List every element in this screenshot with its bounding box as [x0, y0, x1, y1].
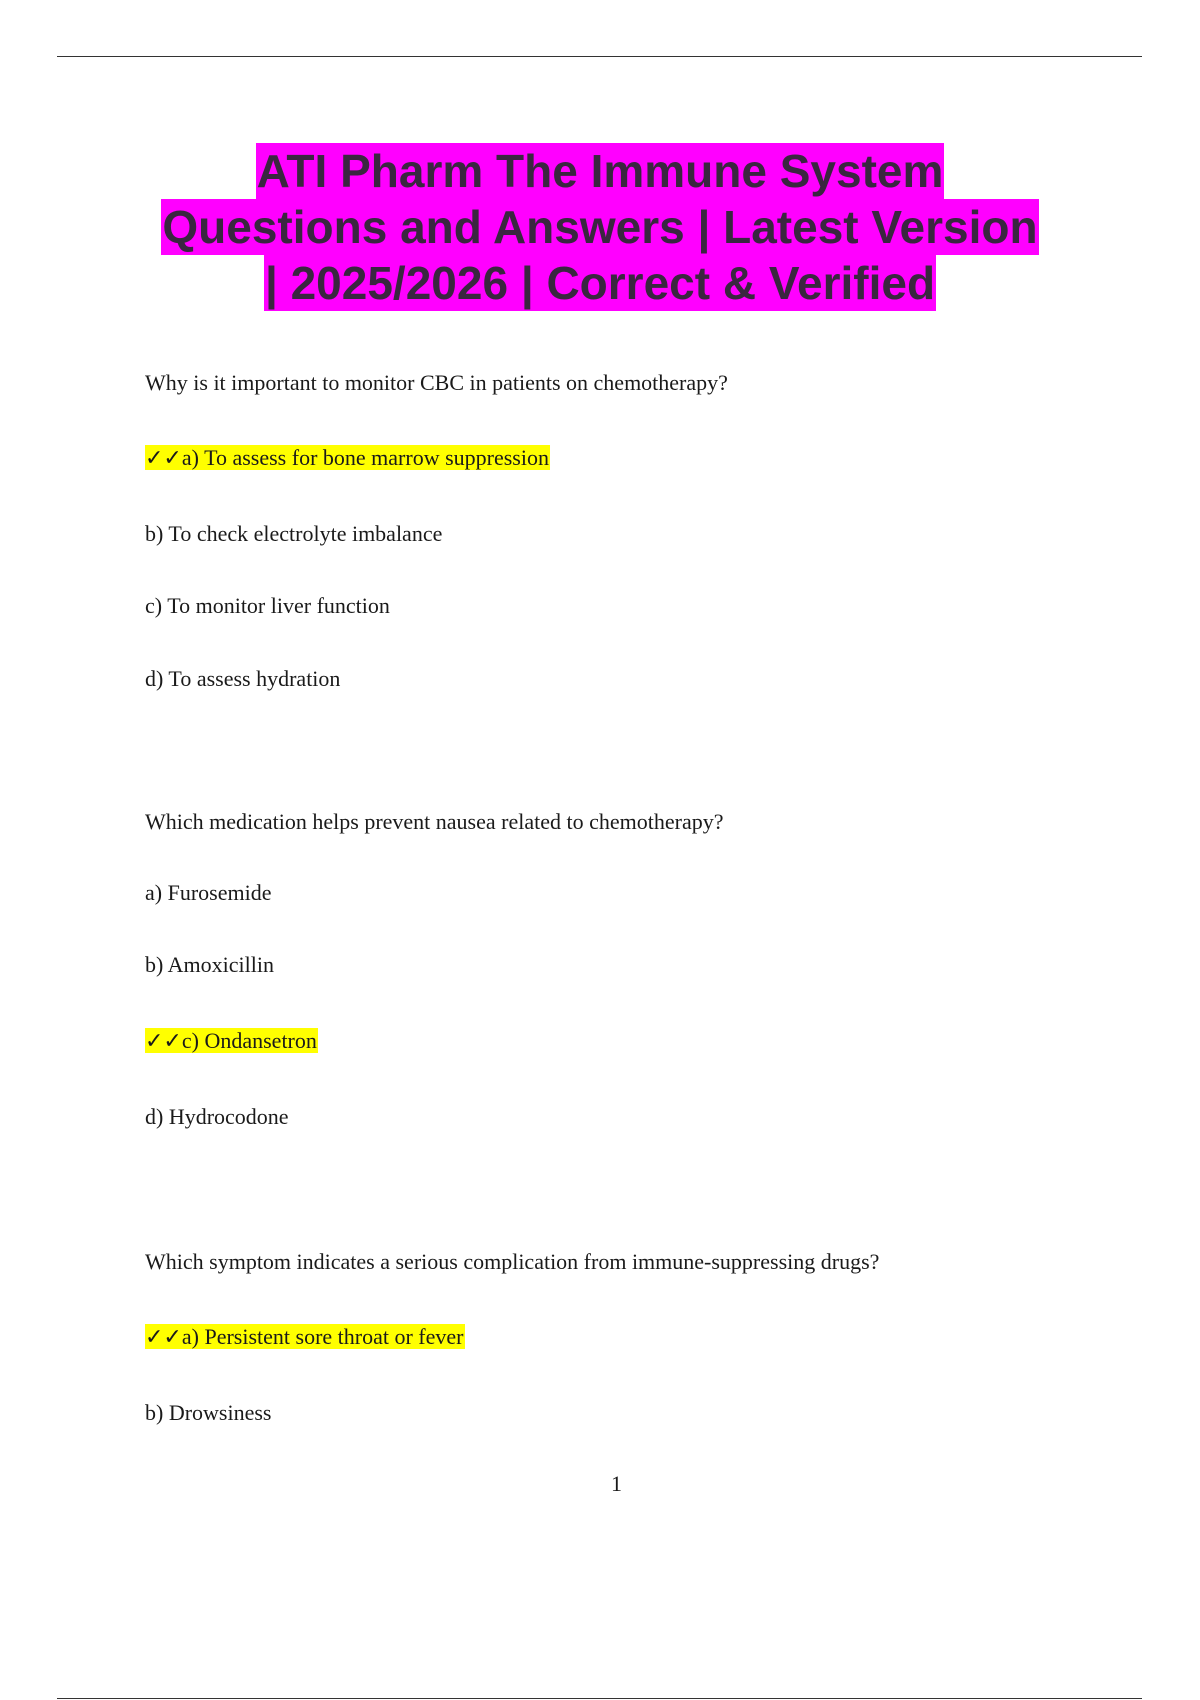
option-text: a) Persistent sore throat or fever [181, 1324, 464, 1349]
footer-rule [57, 1698, 1142, 1699]
question-3: Which symptom indicates a serious complication from immune-suppressing drugs? [145, 1249, 880, 1274]
question-1-option-b: b) To check electrolyte imbalance [145, 521, 443, 546]
title-line-3: | 2025/2026 | Correct & Verified [264, 257, 936, 309]
double-check-icon: ✓✓ [145, 446, 182, 471]
question-3-option-a [145, 1321, 465, 1354]
question-3-option-b: b) Drowsiness [145, 1400, 272, 1425]
question-1-option-c: c) To monitor liver function [145, 593, 390, 618]
question-2-option-c [145, 1025, 318, 1058]
double-check-icon: ✓✓ [145, 1029, 182, 1054]
double-check-icon: ✓✓ [145, 1325, 182, 1350]
question-2-option-a: a) Furosemide [145, 880, 272, 905]
question-2-option-b: b) Amoxicillin [145, 952, 274, 977]
page-number: 1 [611, 1471, 622, 1496]
question-1-option-a [145, 442, 550, 475]
option-text: c) Ondansetron [181, 1028, 317, 1053]
title-line-2: Questions and Answers | Latest Version [162, 201, 1038, 253]
option-text: a) To assess for bone marrow suppression [181, 445, 549, 470]
title-line-1: ATI Pharm The Immune System [256, 145, 944, 197]
question-1-option-d: d) To assess hydration [145, 666, 341, 691]
question-2-option-d: d) Hydrocodone [145, 1104, 289, 1129]
question-2: Which medication helps prevent nausea related to chemotherapy? [145, 809, 724, 834]
question-1: Why is it important to monitor CBC in patients on chemotherapy? [145, 370, 728, 395]
header-rule [57, 56, 1142, 57]
document-title [100, 143, 1100, 311]
